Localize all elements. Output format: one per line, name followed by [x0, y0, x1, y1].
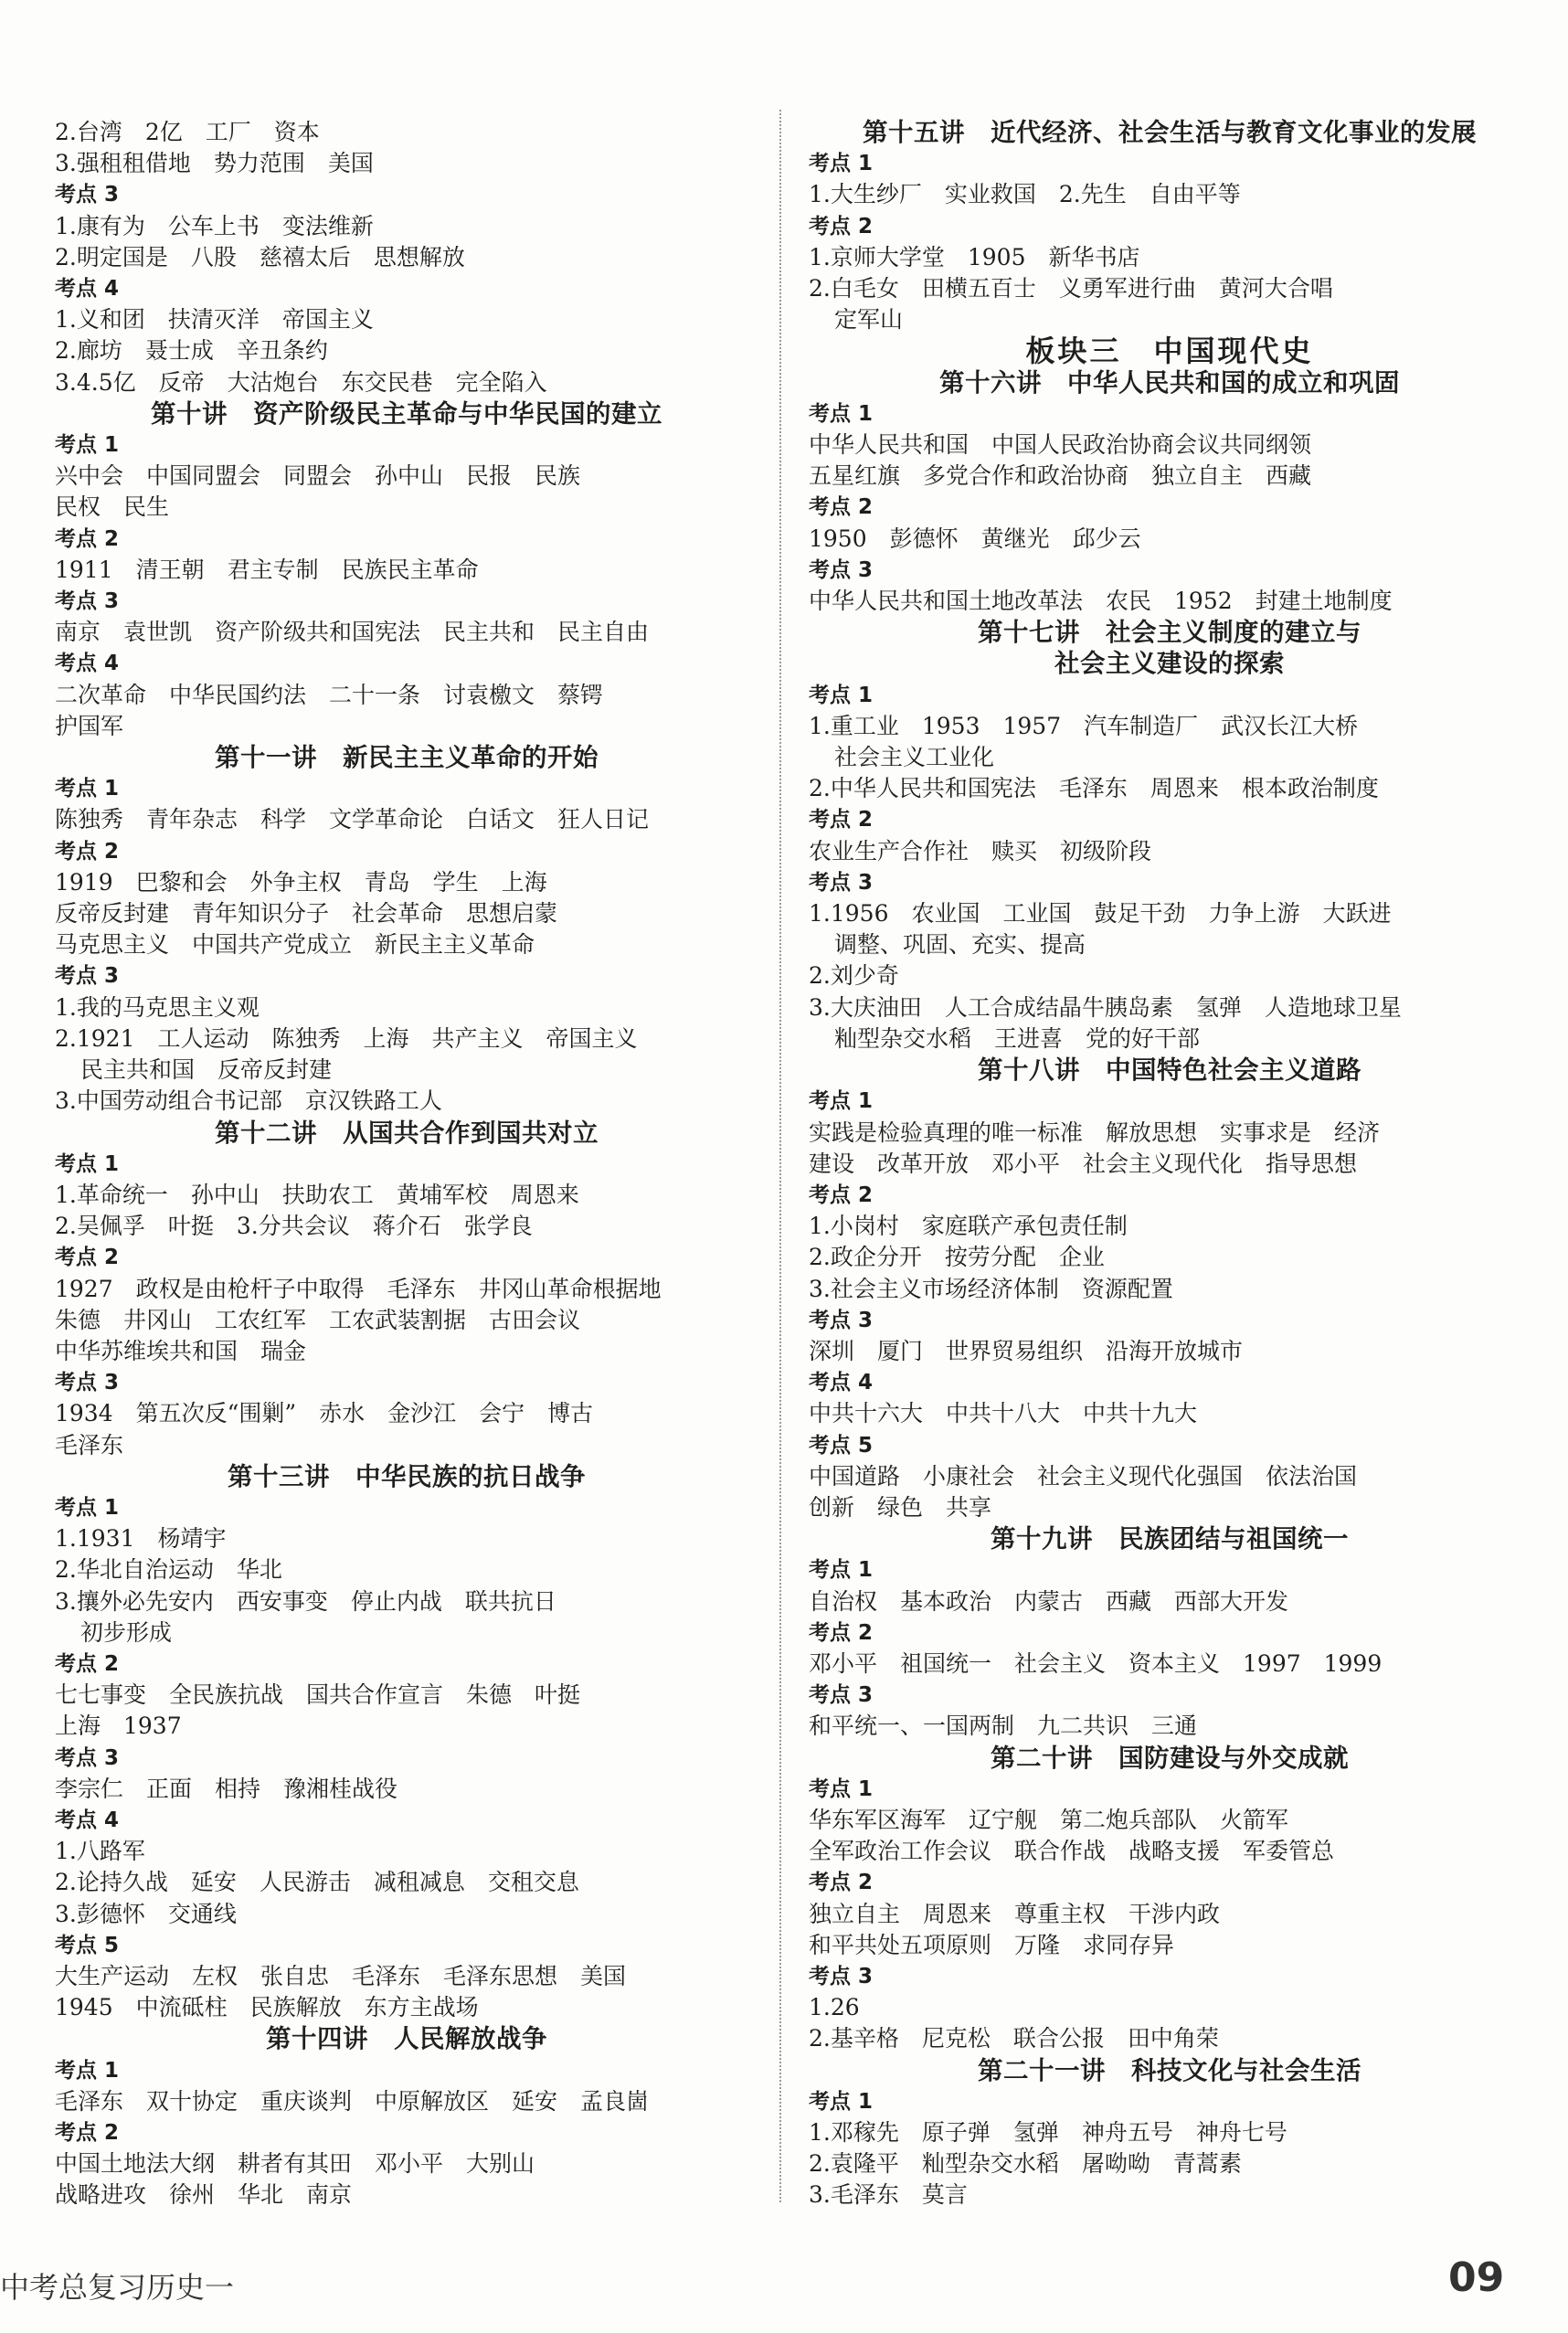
lecture-heading: 第十九讲 民族团结与祖国统一 [991, 1524, 1349, 1554]
kaodian-label: 考点 4 [55, 277, 120, 302]
answer-line: 2.1921 工人运动 陈独秀 上海 共产主义 帝国主义 [55, 1024, 638, 1052]
answer-line: 二次革命 中华民国约法 二十一条 讨袁檄文 蔡锷 [55, 681, 604, 708]
kaodian-label: 考点 1 [809, 1558, 874, 1583]
lecture-heading: 社会主义建设的探索 [1054, 649, 1285, 679]
answer-line: 1.26 [809, 1994, 860, 2021]
kaodian-label: 考点 3 [55, 964, 120, 989]
answer-line: 1934 第五次反“围剿” 赤水 金沙江 会宁 博古 [55, 1400, 594, 1427]
answer-line: 深圳 厦门 世界贸易组织 沿海开放城市 [809, 1337, 1244, 1364]
answer-line: 3.毛泽东 莫言 [809, 2181, 968, 2209]
kaodian-label: 考点 2 [55, 1651, 120, 1676]
answer-line: 1950 彭德怀 黄继光 邱少云 [809, 525, 1141, 552]
lecture-heading: 第二十一讲 科技文化与社会生活 [978, 2055, 1361, 2085]
answer-line-continued: 社会主义工业化 [834, 744, 995, 771]
kaodian-label: 考点 1 [809, 152, 874, 176]
column-divider [779, 110, 781, 2202]
answer-line: 南京 袁世凯 资产阶级共和国宪法 民主共和 民主自由 [55, 619, 650, 646]
kaodian-label: 考点 2 [809, 214, 874, 239]
kaodian-label: 考点 2 [55, 839, 120, 864]
kaodian-label: 考点 1 [55, 777, 120, 801]
answer-line: 农业生产合作社 赎买 初级阶段 [809, 837, 1152, 864]
answer-line: 朱德 井冈山 工农红军 工农武装割据 古田会议 [55, 1306, 581, 1333]
answer-line: 1.邓稼先 原子弹 氢弹 神舟五号 神舟七号 [809, 2119, 1287, 2146]
answer-line: 陈独秀 青年杂志 科学 文学革命论 白话文 狂人日记 [55, 806, 650, 833]
answer-line: 1.1956 农业国 工业国 鼓足干劲 力争上游 大跃进 [809, 900, 1392, 928]
answer-line: 3.攘外必先安内 西安事变 停止内战 联共抗日 [55, 1587, 556, 1615]
answer-line: 2.廊坊 聂士成 辛丑条约 [55, 337, 328, 365]
answer-line: 2.论持久战 延安 人民游击 减租减息 交租交息 [55, 1869, 579, 1896]
answer-line: 3.大庆油田 人工合成结晶牛胰岛素 氢弹 人造地球卫星 [809, 993, 1402, 1021]
kaodian-label: 考点 3 [809, 1964, 874, 1988]
kaodian-label: 考点 1 [809, 1089, 874, 1114]
kaodian-label: 考点 3 [809, 870, 874, 895]
lecture-heading: 第二十讲 国防建设与外交成就 [991, 1743, 1349, 1773]
section-block-heading: 板块三 中国现代史 [1025, 334, 1314, 369]
answer-line: 中国土地法大纲 耕者有其田 邓小平 大别山 [55, 2150, 535, 2178]
answer-line: 1.1931 杨靖宇 [55, 1525, 227, 1553]
kaodian-label: 考点 2 [55, 1246, 120, 1270]
lecture-heading: 第十二讲 从国共合作到国共对立 [215, 1118, 599, 1148]
kaodian-label: 考点 2 [809, 1620, 874, 1645]
answer-line: 1.大生纱厂 实业救国 2.先生 自由平等 [809, 181, 1241, 208]
lecture-heading: 第十六讲 中华人民共和国的成立和巩固 [939, 367, 1400, 398]
answer-line: 2.华北自治运动 华北 [55, 1556, 282, 1584]
lecture-heading: 第十四讲 人民解放战争 [266, 2024, 547, 2054]
answer-line: 上海 1937 [55, 1713, 182, 1740]
kaodian-label: 考点 3 [55, 1745, 120, 1770]
kaodian-label: 考点 4 [55, 1808, 120, 1832]
answer-line: 中共十六大 中共十八大 中共十九大 [809, 1400, 1198, 1427]
kaodian-label: 考点 3 [809, 1683, 874, 1708]
answer-line: 民权 民生 [55, 493, 170, 521]
answer-line-continued: 调整、巩固、充实、提高 [834, 931, 1086, 959]
answer-line: 1.义和团 扶清灭洋 帝国主义 [55, 306, 374, 334]
answer-line: 兴中会 中国同盟会 同盟会 孙中山 民报 民族 [55, 462, 581, 490]
kaodian-label: 考点 2 [809, 495, 874, 520]
answer-line: 1927 政权是由枪杆子中取得 毛泽东 井冈山革命根据地 [55, 1275, 662, 1302]
lecture-heading: 第十三讲 中华民族的抗日战争 [228, 1461, 586, 1491]
answer-line: 建设 改革开放 邓小平 社会主义现代化 指导思想 [809, 1150, 1358, 1177]
lecture-heading: 第十五讲 近代经济、社会生活与教育文化事业的发展 [863, 118, 1477, 147]
answer-line: 2.刘少奇 [809, 962, 899, 990]
answer-line: 3.中国劳动组合书记部 京汉铁路工人 [55, 1087, 442, 1115]
answer-line: 护国军 [55, 712, 124, 739]
answer-line: 2.中华人民共和国宪法 毛泽东 周恩来 根本政治制度 [809, 775, 1379, 802]
answer-line: 创新 绿色 共享 [809, 1493, 992, 1521]
answer-line: 1.重工业 1953 1957 汽车制造厂 武汉长江大桥 [809, 712, 1359, 739]
kaodian-label: 考点 5 [809, 1433, 874, 1458]
kaodian-label: 考点 1 [809, 1776, 874, 1801]
answer-line: 2.吴佩孚 叶挺 3.分共会议 蒋介石 张学良 [55, 1213, 533, 1240]
page-number: 09 [1448, 2254, 1505, 2301]
answer-line: 1.我的马克思主义观 [55, 993, 260, 1021]
answer-line-continued: 籼型杂交水稻 王进喜 党的好干部 [834, 1024, 1201, 1052]
answer-line: 2.台湾 2亿 工厂 资本 [55, 119, 320, 145]
answer-line: 1.革命统一 孙中山 扶助农工 黄埔军校 周恩来 [55, 1181, 579, 1208]
answer-line: 大生产运动 左权 张自忠 毛泽东 毛泽东思想 美国 [55, 1962, 627, 1989]
answer-line: 毛泽东 双十协定 重庆谈判 中原解放区 延安 孟良崮 [55, 2087, 650, 2115]
kaodian-label: 考点 3 [55, 589, 120, 614]
answer-line: 1919 巴黎和会 外争主权 青岛 学生 上海 [55, 868, 547, 896]
lecture-heading: 第十讲 资产阶级民主革命与中华民国的建立 [151, 398, 662, 429]
kaodian-label: 考点 3 [55, 183, 120, 207]
answer-line: 3.强租租借地 势力范围 美国 [55, 150, 374, 177]
answer-line: 3.社会主义市场经济体制 资源配置 [809, 1275, 1173, 1302]
answer-line: 李宗仁 正面 相持 豫湘桂战役 [55, 1775, 398, 1802]
answer-line: 中华人民共和国 中国人民政治协商会议共同纲领 [809, 431, 1312, 459]
answer-line: 1911 清王朝 君主专制 民族民主革命 [55, 556, 479, 583]
answer-line: 五星红旗 多党合作和政治协商 独立自主 西藏 [809, 462, 1312, 490]
kaodian-label: 考点 1 [809, 683, 874, 707]
answer-line: 独立自主 周恩来 尊重主权 干涉内政 [809, 1900, 1221, 1927]
footer-book-title: 中考总复习历史一 [0, 2270, 235, 2305]
answer-line: 马克思主义 中国共产党成立 新民主主义革命 [55, 931, 535, 959]
kaodian-label: 考点 5 [55, 1933, 120, 1957]
kaodian-label: 考点 3 [809, 1308, 874, 1332]
answer-line: 毛泽东 [55, 1431, 124, 1458]
lecture-heading: 第十七讲 社会主义制度的建立与 [978, 618, 1361, 648]
answer-line: 中国道路 小康社会 社会主义现代化强国 依法治国 [809, 1462, 1358, 1490]
kaodian-label: 考点 3 [55, 1371, 120, 1395]
lecture-heading: 第十八讲 中国特色社会主义道路 [978, 1055, 1361, 1086]
kaodian-label: 考点 1 [55, 1495, 120, 1520]
answer-line: 和平共处五项原则 万隆 求同存异 [809, 1931, 1175, 1958]
kaodian-label: 考点 4 [55, 652, 120, 676]
kaodian-label: 考点 2 [55, 2121, 120, 2145]
answer-line: 1.小岗村 家庭联产承包责任制 [809, 1213, 1128, 1240]
answer-line: 中华苏维埃共和国 瑞金 [55, 1337, 307, 1364]
lecture-heading: 第十一讲 新民主主义革命的开始 [215, 743, 599, 773]
answer-line: 中华人民共和国土地改革法 农民 1952 封建土地制度 [809, 588, 1393, 615]
right-column [809, 117, 1531, 2211]
kaodian-label: 考点 1 [55, 2058, 120, 2083]
answer-line: 2.袁隆平 籼型杂交水稻 屠呦呦 青蒿素 [809, 2150, 1242, 2178]
answer-line-continued: 民主共和国 反帝反封建 [80, 1056, 333, 1084]
answer-line: 2.白毛女 田横五百士 义勇军进行曲 黄河大合唱 [809, 275, 1333, 302]
kaodian-label: 考点 3 [809, 557, 874, 582]
answer-line: 3.彭德怀 交通线 [55, 1900, 237, 1927]
answer-line: 邓小平 祖国统一 社会主义 资本主义 1997 1999 [809, 1649, 1383, 1677]
answer-line: 和平统一、一国两制 九二共识 三通 [809, 1713, 1198, 1740]
kaodian-label: 考点 2 [55, 526, 120, 551]
kaodian-label: 考点 2 [809, 1871, 874, 1895]
answer-line: 1.八路军 [55, 1838, 145, 1865]
answer-line: 2.政企分开 按劳分配 企业 [809, 1244, 1105, 1271]
answer-line: 全军政治工作会议 联合作战 战略支援 军委管总 [809, 1838, 1335, 1865]
answer-line: 反帝反封建 青年知识分子 社会革命 思想启蒙 [55, 900, 558, 928]
answer-line: 战略进攻 徐州 华北 南京 [55, 2181, 353, 2209]
answer-line: 华东军区海军 辽宁舰 第二炮兵部队 火箭军 [809, 1806, 1289, 1833]
left-column [55, 117, 758, 2211]
answer-line: 自治权 基本政治 内蒙古 西藏 西部大开发 [809, 1587, 1289, 1615]
kaodian-label: 考点 1 [809, 2089, 874, 2114]
answer-line: 1945 中流砥柱 民族解放 东方主战场 [55, 1994, 479, 2021]
kaodian-label: 考点 1 [809, 401, 874, 426]
answer-line: 七七事变 全民族抗战 国共合作宣言 朱德 叶挺 [55, 1681, 581, 1709]
kaodian-label: 考点 1 [55, 433, 120, 458]
answer-line: 3.4.5亿 反帝 大沽炮台 东交民巷 完全陷入 [55, 368, 547, 396]
kaodian-label: 考点 4 [809, 1371, 874, 1395]
kaodian-label: 考点 2 [809, 808, 874, 832]
answer-line: 2.基辛格 尼克松 联合公报 田中角荣 [809, 2025, 1219, 2052]
answer-line: 1.京师大学堂 1905 新华书店 [809, 243, 1140, 270]
answer-line: 1.康有为 公车上书 变法维新 [55, 212, 374, 239]
kaodian-label: 考点 1 [55, 1151, 120, 1176]
kaodian-label: 考点 2 [809, 1182, 874, 1207]
answer-line-continued: 定军山 [834, 306, 904, 334]
answer-line: 实践是检验真理的唯一标准 解放思想 实事求是 经济 [809, 1119, 1381, 1146]
answer-line-continued: 初步形成 [80, 1618, 173, 1646]
answer-line: 2.明定国是 八股 慈禧太后 思想解放 [55, 243, 465, 270]
